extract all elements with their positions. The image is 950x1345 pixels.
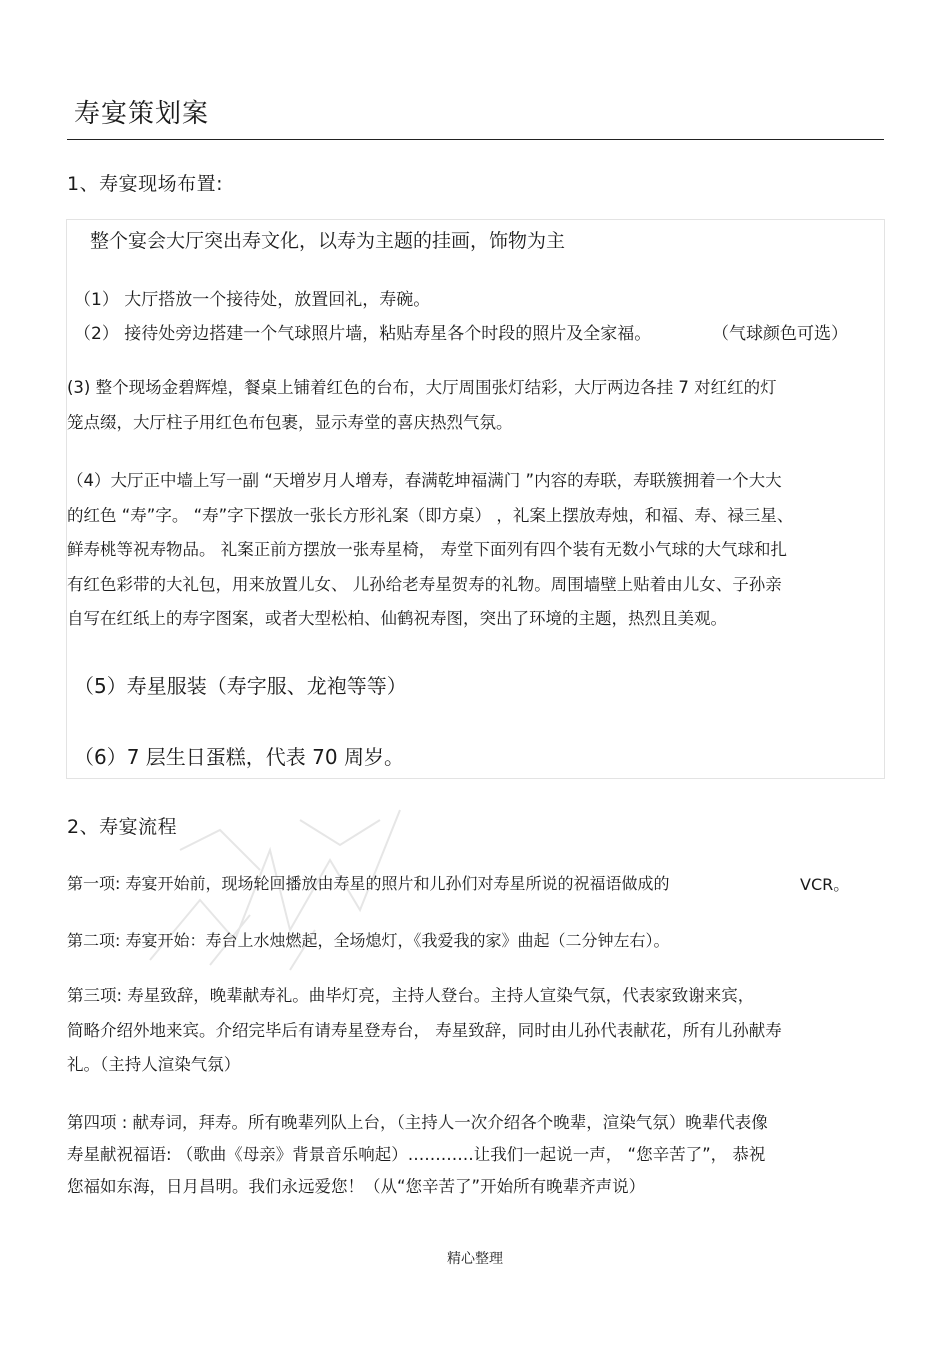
item-6: （6）7 层生日蛋糕，代表 70 周岁。 <box>74 745 404 769</box>
item-3 <box>67 371 867 440</box>
item-4 <box>67 464 867 637</box>
item-1: （1） 大厅搭放一个接待处，放置回礼，寿碗。 <box>74 290 431 310</box>
item-2: （2） 接待处旁边搭建一个气球照片墙，粘贴寿星各个时段的照片及全家福。 <box>74 324 652 344</box>
item-4-line: 的红色 “寿”字。 “寿”字下摆放一张长方形礼案（即方桌） ，礼案上摆放寿烛，和福、寿、禄三星、 <box>67 505 794 525</box>
step-4-line: 您福如东海，日月昌明。我们永远爱您！（从“您辛苦了”开始所有晚辈齐声说） <box>67 1177 646 1196</box>
step-1: 第一项: 寿宴开始前，现场轮回播放由寿星的照片和儿孙们对寿星所说的祝福语做成的 <box>67 874 670 893</box>
item-4-line: 有红色彩带的大礼包，用来放置儿女、 儿孙给老寿星贺寿的礼物。周围墙壁上贴着由儿女、子孙亲 <box>67 574 782 594</box>
section1-intro: 整个宴会大厅突出寿文化，以寿为主题的挂画，饰物为主 <box>90 230 566 252</box>
item-5: （5）寿星服装（寿字服、龙袍等等） <box>74 674 407 698</box>
step-3-line: 礼。（主持人渲染气氛） <box>67 1055 241 1074</box>
step-1-tail: VCR。 <box>800 875 850 894</box>
step-3-line: 简略介绍外地来宾。介绍完毕后有请寿星登寿台， 寿星致辞，同时由儿孙代表献花，所有儿孙献寿 <box>67 1020 782 1040</box>
item-4-line: （4）大厅正中墙上写一副 “天增岁月人增寿，春满乾坤福满门 ”内容的寿联，寿联簇拥着一个大大 <box>67 471 782 490</box>
section2-heading: 2、寿宴流程 <box>67 816 178 838</box>
item-3-line: (3) 整个现场金碧辉煌，餐桌上铺着红色的台布，大厅周围张灯结彩，大厅两边各挂 7 对红红的灯 <box>67 378 777 397</box>
step-4-line: 第四项 : 献寿词，拜寿。所有晚辈列队上台，（主持人一次介绍各个晚辈，渲染气氛）晚辈代表像 <box>67 1113 768 1132</box>
step-2: 第二项: 寿宴开始：寿台上水烛燃起，全场熄灯，《我爱我的家》曲起（二分钟左右）。 <box>67 931 670 950</box>
title-divider <box>67 139 884 140</box>
item-4-line: 鲜寿桃等祝寿物品。 礼案正前方摆放一张寿星椅， 寿堂下面列有四个装有无数小气球的大气球和扎 <box>67 540 787 559</box>
page-footer: 精心整理 <box>447 1251 503 1267</box>
item-2-note: （气球颜色可选） <box>712 324 848 344</box>
item-4-line: 自写在红纸上的寿字图案，或者大型松柏、仙鹤祝寿图，突出了环境的主题，热烈且美观。 <box>67 609 727 628</box>
section1-heading: 1、寿宴现场布置: <box>67 173 223 195</box>
step-3-line: 第三项: 寿星致辞，晚辈献寿礼。曲毕灯亮，主持人登台。主持人宣染气氛，代表家致谢来宾， <box>67 986 755 1005</box>
item-3-line: 笼点缀，大厅柱子用红色布包裹，显示寿堂的喜庆热烈气氛。 <box>67 412 513 432</box>
step-3 <box>67 979 867 1083</box>
document-title: 寿宴策划案 <box>74 99 210 129</box>
step-4 <box>67 1107 867 1203</box>
step-4-line: 寿星献祝福语: （歌曲《母亲》背景音乐响起）…………让我们一起说一声， “您辛苦了”， 恭祝 <box>67 1145 766 1164</box>
